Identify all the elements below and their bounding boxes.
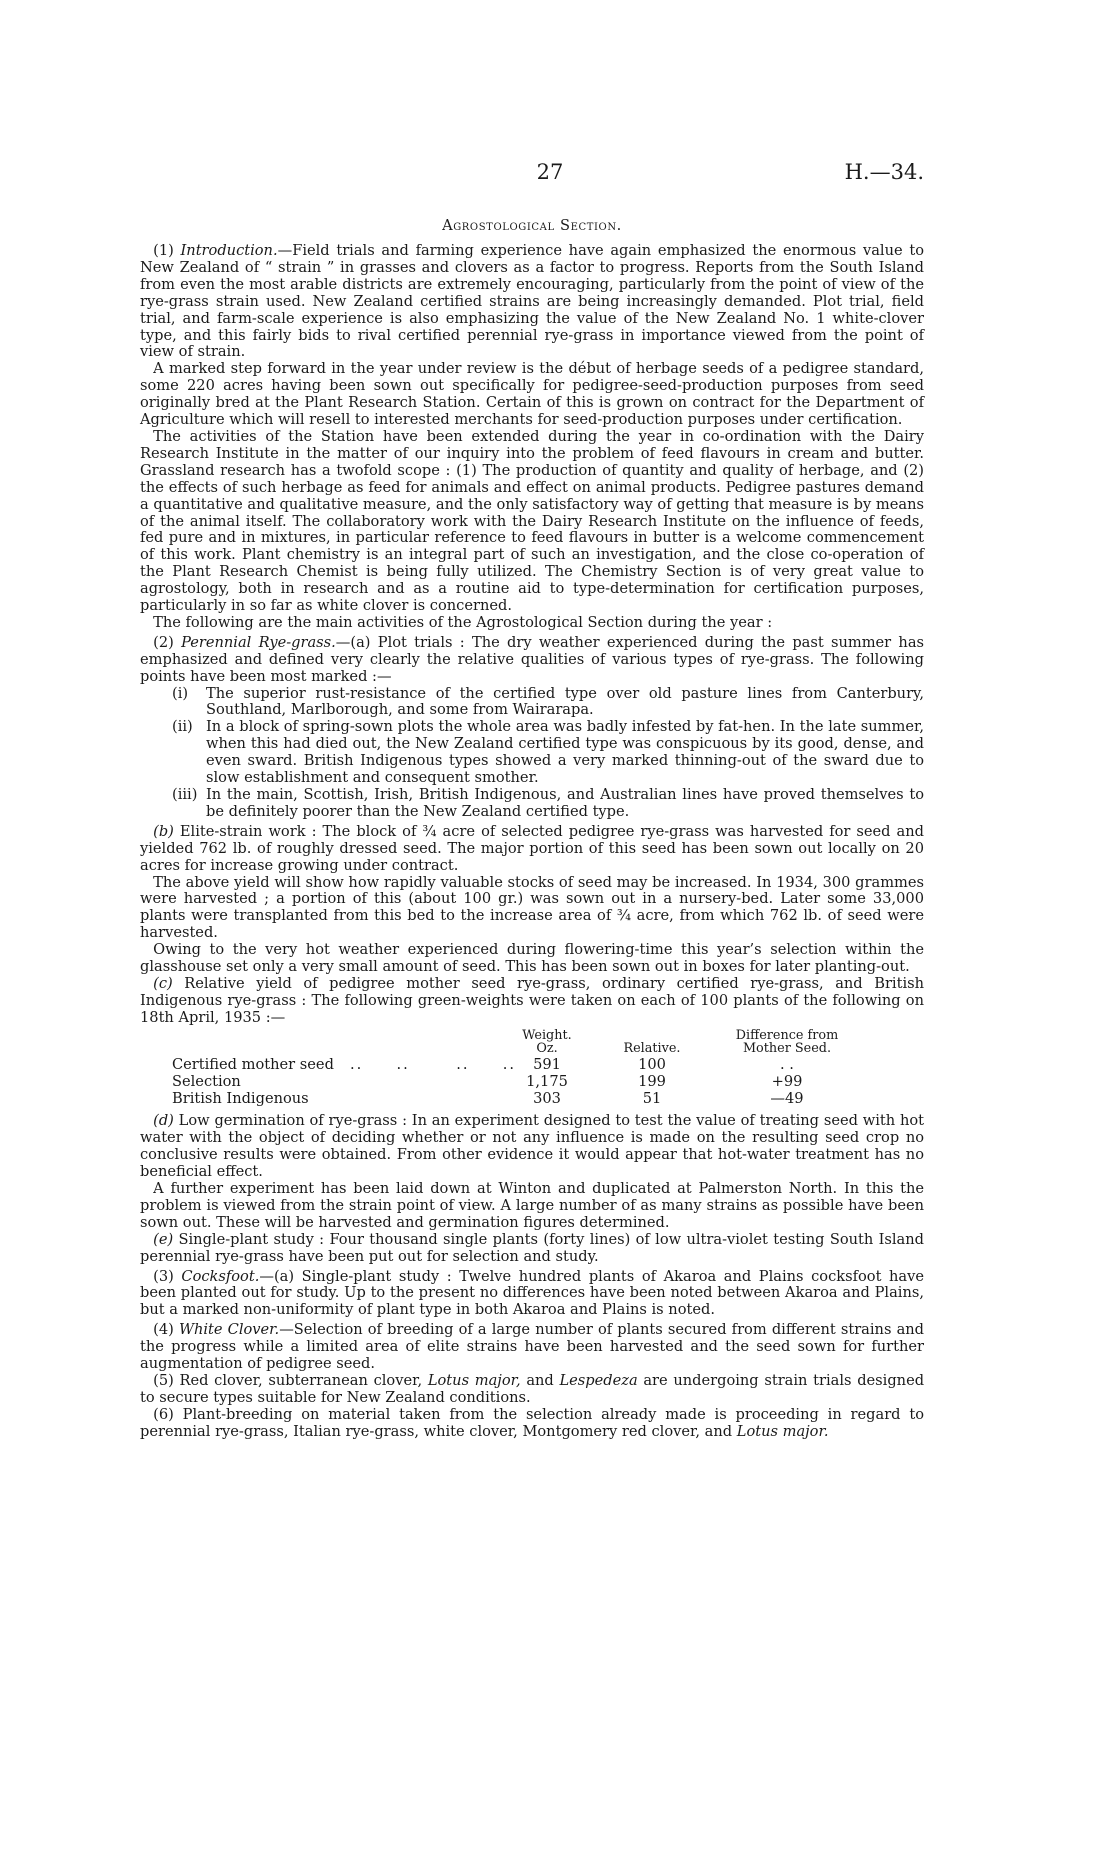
cocksfoot-heading: Cocksfoot.	[181, 1267, 260, 1285]
document-reference: H.—34.	[844, 160, 924, 184]
ryegrass-e-text: Single-plant study : Four thousand single plants (forty lines) of low ultra-violet testing South Island perennial rye-grass have been put out for selection and study.	[140, 1230, 925, 1265]
ryegrass-b-text: Elite-strain work : The block of ¾ acre of selected pedigree rye-grass was harvested for seed and yielded 762 lb. of roughly dressed seed. The major portion of this seed has been sown out locally on 20 acres for increase growing under contract.	[140, 822, 924, 874]
green-weights-table	[172, 1029, 857, 1108]
row-label: Certified mother seed	[172, 1055, 334, 1073]
ryegrass-number: (2)	[153, 633, 174, 651]
intro-paragraph-2: A marked step forward in the year under review is the début of herbage seeds of a pedigree standard, some 220 acres having been sown out specifically for pedigree-seed-production purposes from seed originally bred at the Plant Research Station. Certain of this is grown on contract for the Department of Agriculture which will resell to interested merchants for seed-production purposes under certification.	[140, 360, 924, 429]
intro-paragraph-1	[140, 243, 924, 361]
cocksfoot-text: Single-plant study : Twelve hundred plants of Akaroa and Plains cocksfoot have been planted out for study. Up to the present no differences have been noted between Akaroa and Plains, but a marked non-uniformity of plant type in both Akaroa and Plains is noted.	[140, 1267, 925, 1319]
difference-cell: +99	[771, 1072, 803, 1090]
intro-heading: Introduction.	[180, 242, 278, 259]
ryegrass-e-label: (e)	[153, 1230, 174, 1248]
ryegrass-b-paragraph-3: Owing to the very hot weather experienced during flowering-time this year’s selection within the glasshouse set only a very small amount of seed. This has been sown out in boxes for later planting-out.	[140, 941, 924, 976]
ryegrass-paragraph-c	[140, 976, 924, 1027]
weight-cell: 591	[533, 1055, 561, 1073]
white-clover-heading: White Clover.	[178, 1321, 280, 1339]
point-text: In the main, Scottish, Irish, British Indigenous, and Australian lines have proved themselves to be definitely poorer than the New Zealand certified type.	[206, 786, 924, 820]
ryegrass-b-label: (b)	[153, 822, 174, 840]
red-clover-text-b: are undergoing strain trials designed to secure types suitable for New Zealand conditions.	[140, 1372, 925, 1406]
ryegrass-heading: Perennial Rye-grass.	[181, 633, 336, 651]
table-row	[172, 1091, 857, 1108]
red-clover-paragraph	[140, 1373, 924, 1407]
plant-breeding-text: Plant-breeding on material taken from the selection already made is proceeding in regard to perennial rye-grass, Italian rye-grass, white clover, Montgomery red clover, and	[140, 1405, 925, 1440]
ryegrass-a-label: —(a)	[335, 633, 371, 651]
relative-cell: 199	[638, 1072, 666, 1090]
intro-number: (1)	[153, 242, 174, 259]
difference-cell: —49	[770, 1089, 804, 1107]
plant-breeding-paragraph	[140, 1407, 924, 1441]
ryegrass-points-list	[140, 686, 924, 821]
ryegrass-paragraph-e	[140, 1232, 924, 1266]
page-number: 27	[536, 160, 564, 184]
weight-column-header	[507, 1029, 587, 1057]
lotus-major-term: Lotus major.	[736, 1422, 829, 1440]
point-text: The superior rust-resistance of the certified type over old pasture lines from Canterbury, Southland, Marlborough, and some from Wairarapa.	[206, 684, 924, 719]
difference-cell: . .	[780, 1055, 794, 1073]
section-title: Agrostological Section.	[442, 217, 622, 234]
ryegrass-paragraph-a	[140, 635, 924, 686]
row-label: Selection	[172, 1072, 241, 1090]
cocksfoot-number: (3)	[153, 1267, 174, 1285]
relative-cell: 100	[638, 1055, 666, 1073]
point-number: (iii)	[172, 786, 198, 803]
ryegrass-b-paragraph-2: The above yield will show how rapidly valuable stocks of seed may be increased. In 1934, 300 grammes were harvested ; a portion of this (about 100 gr.) was sown out in a nursery-bed. Later some 33,000 plants were transplanted from this bed to the increase area of ¾ acre, from which 762 lb. of seed were harvested.	[140, 873, 924, 942]
ryegrass-d-paragraph-2: A further experiment has been laid down at Winton and duplicated at Palmerston North. In this the problem is viewed from the strain point of view. A large number of as many strains as possible have been sown out. These will be harvested and germination figures determined.	[140, 1180, 924, 1231]
point-text: In a block of spring-sown plots the whole area was badly infested by fat-hen. In the late summer, when this had died out, the New Zealand certified type was conspicuous by its good, dense, and even sward. British Indigenous types showed a very marked thinning-out of the sward due to slow establishment and consequent smother.	[206, 718, 924, 787]
ryegrass-paragraph-d	[140, 1113, 924, 1181]
weight-cell: 1,175	[526, 1072, 568, 1090]
relative-column-header: Relative.	[623, 1040, 681, 1056]
point-number: (ii)	[172, 718, 193, 736]
white-clover-paragraph	[140, 1322, 924, 1373]
difference-column-header: Difference from Mother Seed.	[735, 1027, 839, 1056]
relative-cell: 51	[642, 1089, 662, 1107]
lespedeza-term: Lespedeza	[559, 1372, 638, 1389]
red-clover-number: (5)	[153, 1372, 174, 1389]
table-row: Certified mother seed .. .. .. .. 591 100 . .	[172, 1057, 857, 1074]
intro-text-1: —Field trials and farming experience have again emphasized the enormous value to New Zealand of “ strain ” in grasses and clovers as a factor to progress. Reports from the South Island from even the most arable districts are extremely encouraging, particularly from the point of view of the rye-grass strain used. New Zealand certified strains are being increasingly demanded. Plot trial, field trial, and farm-scale experience is also emphasizing the value of the New Zealand No. 1 white-clover type, and this fairly bids to rival certified perennial rye-grass in importance viewed from the point of view of strain.	[140, 242, 924, 361]
section-body	[140, 243, 924, 1441]
white-clover-number: (4)	[153, 1321, 174, 1339]
ryegrass-paragraph-b	[140, 824, 924, 875]
ryegrass-c-label: (c)	[153, 974, 173, 992]
ryegrass-d-text: Low germination of rye-grass : In an experiment designed to test the value of treating seed with hot water with the object of deciding whether or not any influence is made on the resulting seed crop no conclusive results were obtained. From other evidence it would appear that hot-water treatment has no beneficial effect.	[140, 1112, 925, 1181]
red-clover-and: and	[526, 1372, 554, 1389]
lotus-major-term: Lotus major,	[427, 1372, 521, 1389]
intro-paragraph-3: The activities of the Station have been extended during the year in co-ordination with the Dairy Research Institute in the matter of our inquiry into the problem of feed flavours in cream and butter. Grassland research has a twofold scope : (1) The production of quantity and quality of herbage, and (2) the effects of such herbage as feed for animals and effect on animal products. Pedigree pastures demand a quantitative and qualitative measure, and the only satisfactory way of getting that measure is by means of the animal itself. The collaboratory work with the Dairy Research Institute on the influence of feeds, fed pure and in mixtures, in particular reference to feed flavours in butter is a welcome commencement of this work. Plant chemistry is an integral part of such an investigation, and the close co-operation of the Plant Research Chemist is being fully utilized. The Chemistry Section is of very great value to agrostology, both in research and as a routine aid to type-determination for certification purposes, particularly in so far as white clover is concerned.	[140, 427, 924, 615]
ryegrass-c-text: Relative yield of pedigree mother seed rye-grass, ordinary certified rye-grass, and British Indigenous rye-grass : The following green-weights were taken on each of 100 plants of the following on 18th April, 1935 :—	[140, 974, 925, 1026]
weight-header-label: Weight.	[522, 1027, 572, 1043]
weight-cell: 303	[533, 1089, 561, 1107]
list-item	[172, 686, 924, 720]
list-item	[172, 719, 924, 787]
intro-paragraph-4: The following are the main activities of the Agrostological Section during the year :	[153, 613, 773, 631]
ryegrass-d-label: (d)	[153, 1112, 174, 1130]
weight-header-unit: Oz.	[536, 1040, 558, 1056]
list-item	[172, 787, 924, 821]
cocksfoot-paragraph	[140, 1269, 924, 1320]
row-label: British Indigenous	[172, 1089, 309, 1107]
cocksfoot-a-label: —(a)	[259, 1267, 295, 1285]
point-number: (i)	[172, 684, 189, 702]
plant-breeding-number: (6)	[153, 1405, 174, 1423]
table-row	[172, 1074, 857, 1091]
red-clover-text-a: Red clover, subterranean clover,	[179, 1372, 423, 1389]
white-clover-text: —Selection of breeding of a large number of plants secured from different strains and the progress while a limited area of elite strains have been harvested and the seed sown for further augmentation of pedigree seed.	[140, 1321, 925, 1373]
ryegrass-a-text: Plot trials : The dry weather experienced during the past summer has emphasized and defined very clearly the relative qualities of various types of rye-grass. The following points have been most marked :—	[140, 633, 925, 685]
table-header-row	[172, 1029, 857, 1057]
